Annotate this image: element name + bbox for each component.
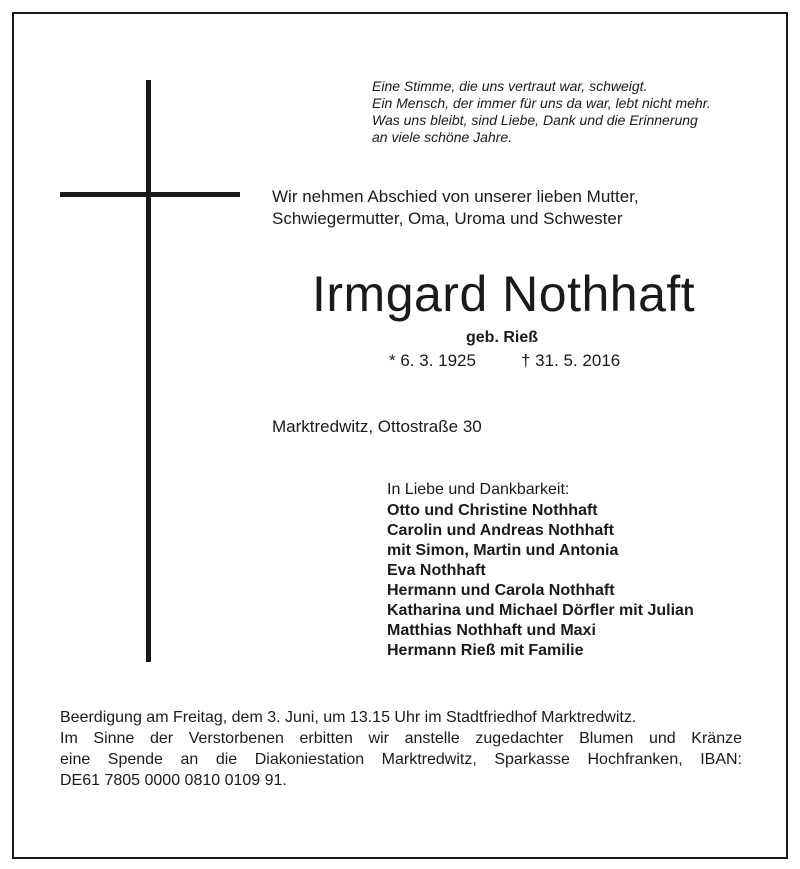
mourner-entry: mit Simon, Martin und Antonia [387,542,619,559]
memorial-poem [372,78,711,146]
deceased-name: Irmgard Nothhaft [312,266,696,322]
mourner-entry: Hermann und Carola Nothhaft [387,582,615,599]
address: Marktredwitz, Ottostraße 30 [272,417,482,436]
mourner-entry: Matthias Nothhaft und Maxi [387,622,596,639]
iban-line: DE61 7805 0000 0810 0109 91. [60,772,287,789]
mourner-entry: Hermann Rieß mit Familie [387,642,584,659]
donation-line: eine Spende an die Diakoniestation Marktredwitz, Sparkasse Hochfranken, IBAN: [60,751,742,768]
cross-icon-horizontal-bar [60,192,240,197]
intro-line: Schwiegermutter, Oma, Uroma und Schwester [272,209,623,228]
poem-line: Ein Mensch, der immer für uns da war, lebt nicht mehr. [372,95,711,111]
mourner-entry: Otto und Christine Nothhaft [387,502,598,519]
death-date: † 31. 5. 2016 [521,351,621,370]
mourners-list [387,480,694,661]
intro-line: Wir nehmen Abschied von unserer lieben Mutter, [272,187,639,206]
poem-line: Was uns bleibt, sind Liebe, Dank und die Erinnerung [372,112,698,128]
donation-line: Im Sinne der Verstorbenen erbitten wir anstelle zugedachter Blumen und Kränze [60,730,742,747]
mourner-entry: Carolin und Andreas Nothhaft [387,522,614,539]
mourners-intro: In Liebe und Dankbarkeit: [387,481,570,498]
funeral-notice [60,707,742,791]
mourner-entry: Eva Nothhaft [387,562,486,579]
cross-icon-vertical-bar [146,80,151,662]
poem-line: an viele schöne Jahre. [372,129,513,145]
mourner-entry: Katharina und Michael Dörfler mit Julian [387,602,694,619]
funeral-line: Beerdigung am Freitag, dem 3. Juni, um 13.15 Uhr im Stadtfriedhof Marktredwitz. [60,709,637,726]
birth-date: * 6. 3. 1925 [389,351,476,370]
farewell-intro [272,186,639,230]
poem-line: Eine Stimme, die uns vertraut war, schweigt. [372,78,648,94]
maiden-name: geb. Rieß [466,329,539,346]
